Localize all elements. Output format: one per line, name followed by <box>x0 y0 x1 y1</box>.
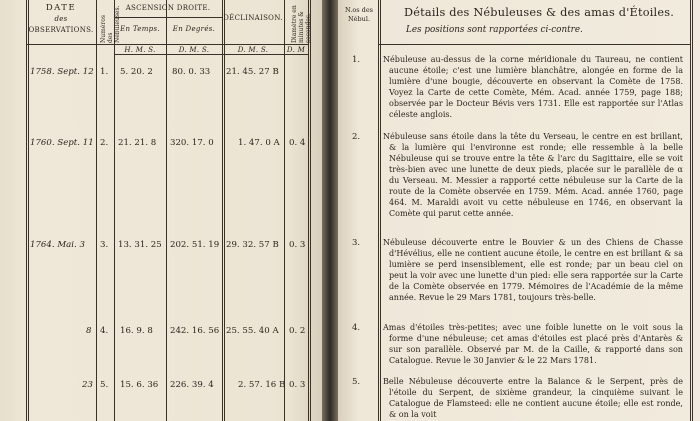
table-border-right <box>308 0 311 421</box>
row-decl: 1. 47. 0 A <box>238 138 280 148</box>
row-degres: 226. 39. 4 <box>170 380 214 390</box>
row-temps: 16. 9. 8 <box>120 326 153 336</box>
row-temps: 5. 20. 2 <box>120 67 153 77</box>
header-observations: OBSERVATIONS. <box>28 26 94 34</box>
header-declinaison: DÉCLINAISON. <box>223 14 283 22</box>
row-decl: 2. 57. 16 B <box>238 380 286 390</box>
row-diam: 0. 4 <box>289 138 306 148</box>
header-divider <box>114 54 308 55</box>
entry-text <box>383 131 683 219</box>
column-divider <box>96 0 97 421</box>
entry-paragraph: Amas d'étoiles très-petites; avec une foible lunette on le voit sous la forme d'une nébuleuse; cet amas d'étoiles est placé près d'Antarès & sur son parallèle. Observé par M. de la Caille, & rapporté dans son Catalogue. Revue le 30 Janvier & le 22 Mars 1781. <box>383 323 683 366</box>
page-subtitle: Les positions sont rapportées ci-contre. <box>406 25 583 35</box>
row-num: 3. <box>100 240 109 250</box>
entry-number: 1. <box>352 55 361 65</box>
row-num: 5. <box>100 380 109 390</box>
row-date: 1760. Sept. 11 <box>30 138 94 148</box>
row-temps: 21. 21. 8 <box>118 138 157 148</box>
left-page-table <box>0 0 322 421</box>
number-header: N.os des Nébul. <box>345 6 373 23</box>
header-divider <box>378 44 690 45</box>
row-num: 4. <box>100 326 109 336</box>
header-units-degres: D. M. S. <box>178 46 210 54</box>
entry-number: 3. <box>352 238 361 248</box>
entry-number: 4. <box>352 323 361 333</box>
row-degres: 320. 17. 0 <box>170 138 214 148</box>
row-diam: 0. 3 <box>289 380 306 390</box>
entry-text <box>383 237 683 303</box>
column-divider <box>166 0 167 421</box>
entry-paragraph: Belle Nébuleuse découverte entre la Balance & le Serpent, près de l'étoile du Serpent, de sixième grandeur, la cinquième suivant le Catalogue de Flamsteed: elle ne contient aucune étoile; elle est ronde, & on la voit <box>383 377 683 420</box>
entry-number: 5. <box>352 377 361 387</box>
row-diam: 0. 3 <box>289 240 306 250</box>
header-date: DATE <box>45 3 77 13</box>
entry-text <box>383 54 683 120</box>
column-divider <box>222 0 225 421</box>
row-date: 1758. Sept. 12 <box>30 67 94 77</box>
row-date: 23 <box>82 380 93 390</box>
entry-number: 2. <box>352 132 361 142</box>
header-units-diam: D. M <box>286 46 306 54</box>
row-num: 2. <box>100 138 109 148</box>
row-diam: 0. 2 <box>289 326 306 336</box>
row-num: 1. <box>100 67 109 77</box>
number-column-divider <box>378 0 381 421</box>
book-gutter <box>322 0 338 421</box>
header-ascension: ASCENSION DROITE. <box>125 4 211 12</box>
column-divider <box>114 0 115 421</box>
entry-paragraph: Nébuleuse découverte entre le Bouvier & un des Chiens de Chasse d'Hévélius, elle ne contient aucune étoile, le centre en est brillant & sa lumière se perd insensiblement, elle est ronde; par un beau ciel on peut la voir avec une lunette d'un pied: elle sera rapportée sur la Carte de la Comète observée en 1779. Mémoires de l'Académie de la même année. Revue le 29 Mars 1781, toujours très-belle. <box>383 238 683 303</box>
header-numeros: Numéros des Nébuleuses. <box>100 5 121 43</box>
page-title: Détails des Nébuleuses & des amas d'Étoiles. <box>404 6 675 19</box>
right-page-details <box>338 0 700 421</box>
row-temps: 15. 6. 36 <box>120 380 159 390</box>
entry-text <box>383 376 683 420</box>
header-divider <box>114 17 222 18</box>
row-decl: 21. 45. 27 B <box>226 67 279 77</box>
header-en-degres: En Degrés. <box>172 25 216 33</box>
row-degres: 80. 0. 33 <box>172 67 211 77</box>
header-date-des: des <box>54 15 68 23</box>
header-units-decl: D. M. S. <box>237 46 269 54</box>
row-degres: 202. 51. 19 <box>170 240 220 250</box>
header-divider <box>26 44 308 45</box>
row-decl: 25. 55. 40 A <box>226 326 279 336</box>
table-border-left <box>26 0 29 421</box>
column-divider <box>284 0 285 421</box>
entry-text <box>383 322 683 366</box>
header-diametre: Diamètre en minutes & secondes. <box>291 5 312 43</box>
row-degres: 242. 16. 56 <box>170 326 220 336</box>
page-border-right <box>690 0 693 421</box>
row-temps: 13. 31. 25 <box>118 240 162 250</box>
row-date: 1764. Mai. 3 <box>30 240 85 250</box>
entry-paragraph: Nébuleuse au-dessus de la corne méridionale du Taureau, ne contient aucune étoile; c'est une lumière blanchâtre, alongée en forme de la lumière d'une bougie, découverte en observant la Comète de 1758. Voyez la Carte de cette Comète, Mém. Acad. année 1759, page 188; observée par le Docteur Bévis vers 1731. Elle est rapportée sur l'Atlas céleste anglois. <box>383 55 683 120</box>
row-date: 8 <box>86 326 92 336</box>
row-decl: 29. 32. 57 B <box>226 240 279 250</box>
header-units-temps: H. M. S. <box>124 46 156 54</box>
entry-paragraph: Nébuleuse sans étoile dans la tête du Verseau, le centre en est brillant, & la lumière qui l'environne est ronde; elle ressemble à la belle Nébuleuse qui se trouve entre la tête & l'arc du Sagittaire, elle se voit très-bien avec une lunette de deux pieds, placée sur le parallèle de α du Verseau. M. Messier a rapporté cette nébuleuse sur la Carte de la route de la Comète observée en 1759. Mém. Acad. année 1760, page 464. M. Maraldi avoit vu cette nébuleuse en 1746, en observant la Comète qui parut cette année. <box>383 132 683 219</box>
header-en-temps: En Temps. <box>120 25 160 33</box>
